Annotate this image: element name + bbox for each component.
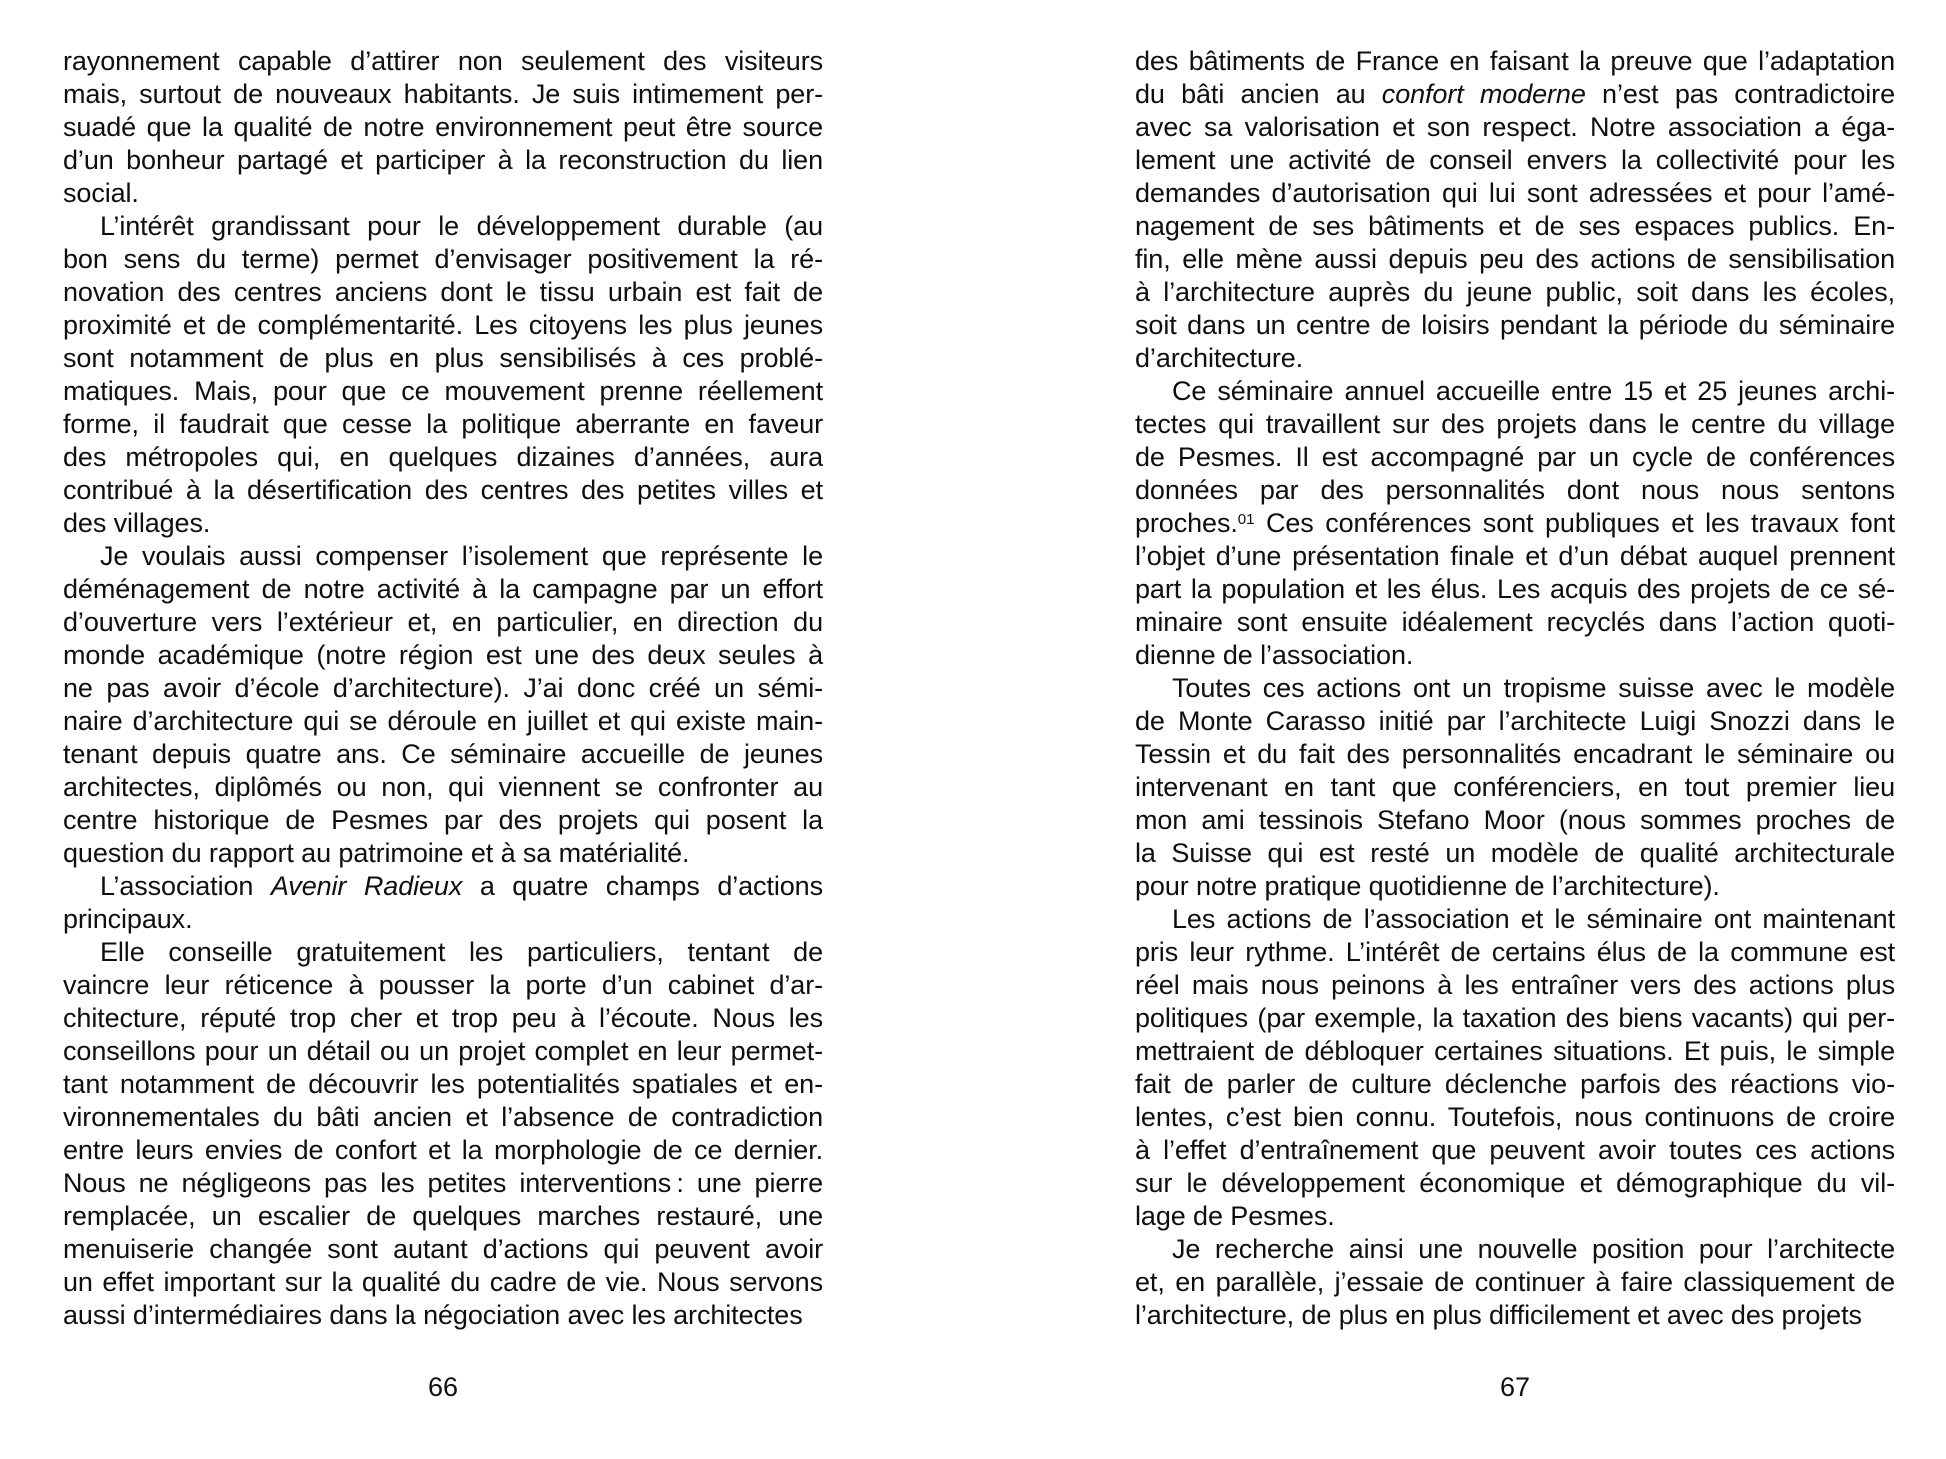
text-line: intervenant en tant que conférenciers, en tout premier lieu <box>1135 772 1895 802</box>
text-line: l’objet d’une présentation finale et d’un débat auquel prennent <box>1135 541 1895 571</box>
text-line: architectes, diplômés ou non, qui viennent se confronter au <box>63 772 823 802</box>
text-line: un effet important sur la qualité du cadre de vie. Nous servons <box>63 1267 823 1297</box>
text-line: matiques. Mais, pour que ce mouvement prenne réellement <box>63 376 823 406</box>
text-line: social. <box>63 178 139 208</box>
page-67-text-column <box>1135 45 1895 1332</box>
text-line: à l’architecture auprès du jeune public, soit dans les écoles, <box>1135 277 1895 307</box>
text-line: à l’effet d’entraînement que peuvent avoir toutes ces actions <box>1135 1135 1895 1165</box>
text-line: tectes qui travaillent sur des projets dans le centre du village <box>1135 409 1895 439</box>
text-line: avec sa valorisation et son respect. Notre association a éga- <box>1135 112 1895 142</box>
text-line: suadé que la qualité de notre environnement peut être source <box>63 112 823 142</box>
text-line: menuiserie changée sont autant d’actions qui peuvent avoir <box>63 1234 823 1264</box>
text-line: tenant depuis quatre ans. Ce séminaire accueille de jeunes <box>63 739 823 769</box>
text-line: naire d’architecture qui se déroule en juillet et qui existe main- <box>63 706 823 736</box>
text-line: Toutes ces actions ont un tropisme suisse avec le modèle <box>1172 673 1895 703</box>
text-line: des métropoles qui, en quelques dizaines d’années, aura <box>63 442 823 472</box>
text-line: nagement de ses bâtiments et de ses espaces publics. En- <box>1135 211 1895 241</box>
text-line: sont notamment de plus en plus sensibilisés à ces problé- <box>63 343 823 373</box>
text-line: entre leurs envies de confort et la morphologie de ce dernier. <box>63 1135 823 1165</box>
text-line: aussi d’intermédiaires dans la négociation avec les architectes <box>63 1300 803 1330</box>
text-line: de Pesmes. Il est accompagné par un cycle de conférences <box>1135 442 1895 472</box>
text-line: novation des centres anciens dont le tissu urbain est fait de <box>63 277 823 307</box>
text-line: fin, elle mène aussi depuis peu des actions de sensibilisation <box>1135 244 1895 274</box>
text-line: d’architecture. <box>1135 343 1304 373</box>
text-line: tant notamment de découvrir les potentialités spatiales et en- <box>63 1069 823 1099</box>
text-line: pour notre pratique quotidienne de l’architecture). <box>1135 871 1720 901</box>
text-line: mettraient de débloquer certaines situations. Et puis, le simple <box>1135 1036 1895 1066</box>
page-number-left: 66 <box>427 1372 459 1402</box>
text-line: pris leur rythme. L’intérêt de certains élus de la commune est <box>1135 937 1895 967</box>
text-line: lage de Pesmes. <box>1135 1201 1335 1231</box>
text-line: proximité et de complémentarité. Les citoyens les plus jeunes <box>63 310 823 340</box>
text-line: données par des personnalités dont nous nous sentons <box>1135 475 1895 505</box>
text-line: politiques (par exemple, la taxation des biens vacants) qui per- <box>1135 1003 1895 1033</box>
text-line: Je voulais aussi compenser l’isolement que représente le <box>100 541 823 571</box>
text-line: Nous ne négligeons pas les petites interventions : une pierre <box>63 1168 823 1198</box>
text-line: la Suisse qui est resté un modèle de qualité architecturale <box>1135 838 1895 868</box>
paragraph <box>63 210 823 540</box>
text-line: principaux. <box>63 904 193 934</box>
text-line: l’architecture, de plus en plus difficilement et avec des projets <box>1135 1300 1862 1330</box>
text-line: vaincre leur réticence à pousser la porte d’un cabinet d’ar- <box>63 970 823 1000</box>
text-line: Ce séminaire annuel accueille entre 15 et 25 jeunes archi- <box>1172 376 1895 406</box>
paragraph <box>63 540 823 870</box>
text-line: mon ami tessinois Stefano Moor (nous sommes proches de <box>1135 805 1895 835</box>
text-line: minaire sont ensuite idéalement recyclés dans l’action quoti- <box>1135 607 1895 637</box>
paragraph <box>63 45 823 210</box>
text-line: de Monte Carasso initié par l’architecte Luigi Snozzi dans le <box>1135 706 1895 736</box>
text-line: ne pas avoir d’école d’architecture). J’ai donc créé un sémi- <box>63 673 823 703</box>
text-line: chitecture, réputé trop cher et trop peu à l’écoute. Nous les <box>63 1003 823 1033</box>
paragraph <box>63 936 823 1332</box>
text-line: sur le développement économique et démographique du vil- <box>1135 1168 1895 1198</box>
paragraph <box>63 870 823 936</box>
text-line: lentes, c’est bien connu. Toutefois, nous continuons de croire <box>1135 1102 1895 1132</box>
text-line: rayonnement capable d’attirer non seulement des visiteurs <box>63 46 823 76</box>
paragraph <box>1135 45 1895 375</box>
text-line: Tessin et du fait des personnalités encadrant le séminaire ou <box>1135 739 1895 769</box>
text-line: monde académique (notre région est une des deux seules à <box>63 640 823 670</box>
text-line: d’ouverture vers l’extérieur et, en particulier, en direction du <box>63 607 823 637</box>
text-line: lement une activité de conseil envers la collectivité pour les <box>1135 145 1895 175</box>
text-line: réel mais nous peinons à les entraîner vers des actions plus <box>1135 970 1895 1000</box>
paragraph <box>1135 672 1895 903</box>
paragraph <box>1135 1233 1895 1332</box>
text-line: L’intérêt grandissant pour le développement durable (au <box>100 211 823 241</box>
text-line: dienne de l’association. <box>1135 640 1414 670</box>
text-line: soit dans un centre de loisirs pendant la période du séminaire <box>1135 310 1895 340</box>
text-line: centre historique de Pesmes par des projets qui posent la <box>63 805 823 835</box>
text-line: déménagement de notre activité à la campagne par un effort <box>63 574 823 604</box>
text-line: bon sens du terme) permet d’envisager positivement la ré- <box>63 244 823 274</box>
paragraph <box>1135 903 1895 1233</box>
text-line: demandes d’autorisation qui lui sont adressées et pour l’amé- <box>1135 178 1895 208</box>
text-line: fait de parler de culture déclenche parfois des réactions vio- <box>1135 1069 1895 1099</box>
text-line: part la population et les élus. Les acquis des projets de ce sé- <box>1135 574 1895 604</box>
text-line: des villages. <box>63 508 211 538</box>
text-line: contribué à la désertification des centres des petites villes et <box>63 475 823 505</box>
text-line: Elle conseille gratuitement les particuliers, tentant de <box>100 937 823 967</box>
text-line: des bâtiments de France en faisant la preuve que l’adaptation <box>1135 46 1895 76</box>
paragraph <box>1135 375 1895 672</box>
text-line: forme, il faudrait que cesse la politique aberrante en faveur <box>63 409 823 439</box>
text-line: mais, surtout de nouveaux habitants. Je suis intimement per- <box>63 79 823 109</box>
text-line: question du rapport au patrimoine et à sa matérialité. <box>63 838 690 868</box>
text-line: d’un bonheur partagé et participer à la reconstruction du lien <box>63 145 823 175</box>
page-66-text-column <box>63 45 823 1332</box>
text-line: du bâti ancien au confort moderne n’est pas contradictoire <box>1135 79 1895 109</box>
text-line: conseillons pour un détail ou un projet complet en leur permet- <box>63 1036 823 1066</box>
text-line: proches.$^{01}$ Ces conférences sont publiques et les travaux font <box>1135 508 1895 538</box>
text-line: vironnementales du bâti ancien et l’absence de contradiction <box>63 1102 823 1132</box>
text-line: L’association Avenir Radieux a quatre champs d’actions <box>100 871 823 901</box>
text-line: et, en parallèle, j’essaie de continuer à faire classiquement de <box>1135 1267 1895 1297</box>
text-line: Les actions de l’association et le séminaire ont maintenant <box>1172 904 1895 934</box>
page-number-right: 67 <box>1499 1372 1531 1402</box>
text-line: Je recherche ainsi une nouvelle position pour l’architecte <box>1172 1234 1895 1264</box>
text-line: remplacée, un escalier de quelques marches restauré, une <box>63 1201 823 1231</box>
